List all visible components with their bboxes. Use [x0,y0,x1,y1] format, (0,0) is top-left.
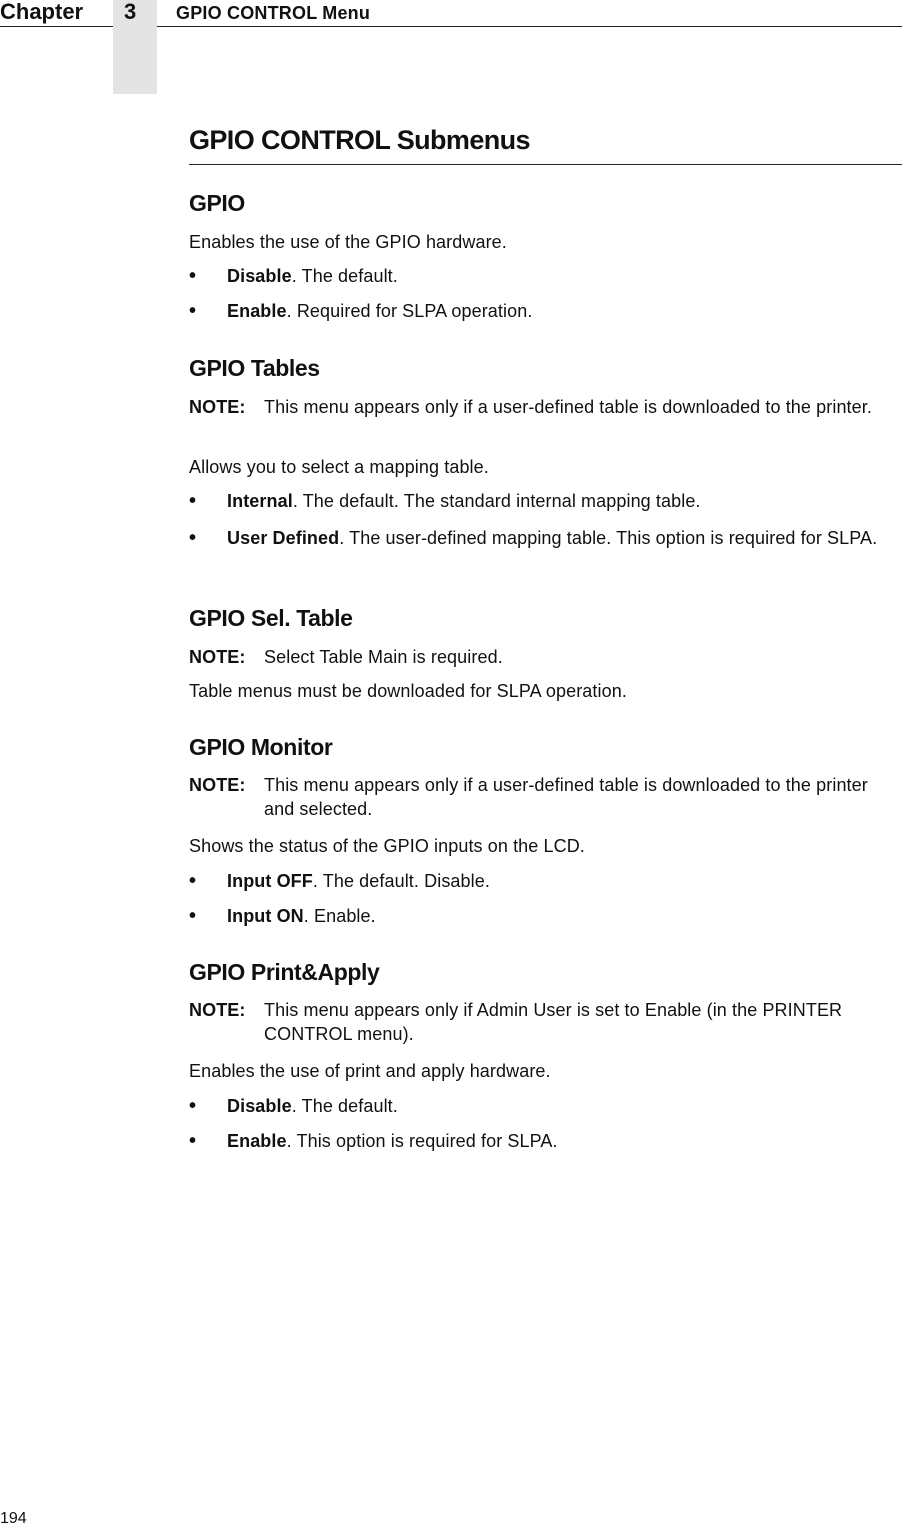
option-text [227,263,902,289]
option-detail: . The user-defined mapping table. This option is required for SLPA. [339,528,878,548]
chapter-number: 3 [124,0,137,24]
option-detail: . The default. Disable. [312,871,490,891]
option-label: Enable [227,301,287,321]
note-text: This menu appears only if a user-defined table is downloaded to the printer. [264,397,872,417]
bullet-icon: • [189,527,197,549]
running-title: GPIO CONTROL Menu [176,3,371,23]
option-label: Input OFF [227,871,313,891]
heading-gpio-sel-table: GPIO Sel. Table [189,605,353,631]
bullet-icon: • [189,1130,197,1152]
note-text: This menu appears only if a user-defined table is downloaded to the printer and selected. [264,775,868,819]
option-detail: . Required for SLPA operation. [286,301,533,321]
note-text: Select Table Main is required. [264,647,503,667]
gpio-tables-description: Allows you to select a mapping table. [189,457,489,477]
option-detail: . The default. [291,1096,398,1116]
option-text [227,488,902,514]
note-text: This menu appears only if Admin User is set to Enable (in the PRINTER CONTROL menu). [264,1000,843,1044]
bullet-icon: • [189,1095,197,1117]
note-label: NOTE: [189,647,246,667]
chapter-tab [113,0,157,94]
option-detail: . Enable. [303,906,376,926]
gpio-sel-table-description: Table menus must be downloaded for SLPA operation. [189,681,627,701]
option-label: Disable [227,266,292,286]
note-label: NOTE: [189,1000,246,1020]
chapter-label: Chapter [0,0,84,24]
option-text [227,298,902,324]
bullet-icon: • [189,300,197,322]
bullet-icon: • [189,265,197,287]
section-title [189,124,902,165]
option-label: Input ON [227,906,304,926]
heading-gpio-print-apply: GPIO Print&Apply [189,959,380,985]
option-text-wrapped [227,525,902,551]
section-title-text: GPIO CONTROL Submenus [189,125,530,155]
option-detail: . The default. The standard internal mapping table. [292,491,701,511]
bullet-icon: • [189,490,197,512]
option-label: Disable [227,1096,292,1116]
option-detail: . This option is required for SLPA. [286,1131,558,1151]
gpio-description: Enables the use of the GPIO hardware. [189,232,507,252]
bullet-icon: • [189,905,197,927]
option-label: Enable [227,1131,287,1151]
page-number: 194 [0,1510,27,1527]
heading-gpio-monitor: GPIO Monitor [189,734,333,760]
heading-gpio: GPIO [189,190,245,216]
option-text [227,1128,902,1154]
option-detail: . The default. [291,266,398,286]
option-label: Internal [227,491,293,511]
note-label: NOTE: [189,775,246,795]
note-label: NOTE: [189,397,246,417]
gpio-monitor-description: Shows the status of the GPIO inputs on the LCD. [189,836,585,856]
bullet-icon: • [189,870,197,892]
gpio-print-apply-description: Enables the use of print and apply hardware. [189,1061,551,1081]
option-text [227,868,902,894]
option-text [227,1093,902,1119]
option-text [227,903,902,929]
option-label: User Defined [227,528,340,548]
heading-gpio-tables: GPIO Tables [189,355,320,381]
